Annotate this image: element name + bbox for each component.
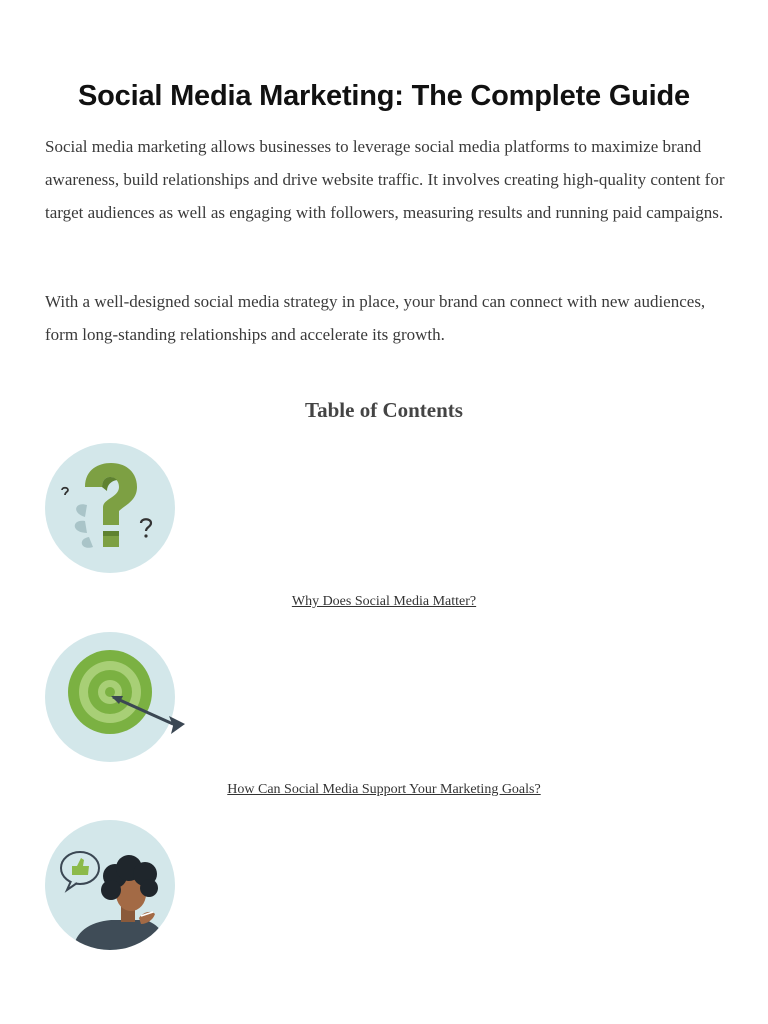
intro-paragraph-2: With a well-designed social media strategy in place, your brand can connect with new audiences, form long-standing relationships and accelerate its growth.: [45, 292, 706, 344]
question-mark-icon: [45, 443, 175, 573]
page-title: Social Media Marketing: The Complete Guide: [78, 80, 690, 112]
person-thumbs-up-icon: [45, 820, 175, 950]
toc-link-why-social-media-matters[interactable]: Why Does Social Media Matter?: [291, 594, 477, 609]
toc-heading: Table of Contents: [305, 398, 463, 422]
intro-paragraph-1: Social media marketing allows businesses to leverage social media platforms to maximize brand awareness, build relationships and drive website traffic. It involves creating high-quality content for target audiences as well as engaging with followers, measuring results and running paid campaigns.: [45, 137, 725, 222]
toc-link-marketing-goals[interactable]: How Can Social Media Support Your Marketing Goals?: [227, 782, 541, 797]
target-arrow-icon: [45, 632, 175, 762]
